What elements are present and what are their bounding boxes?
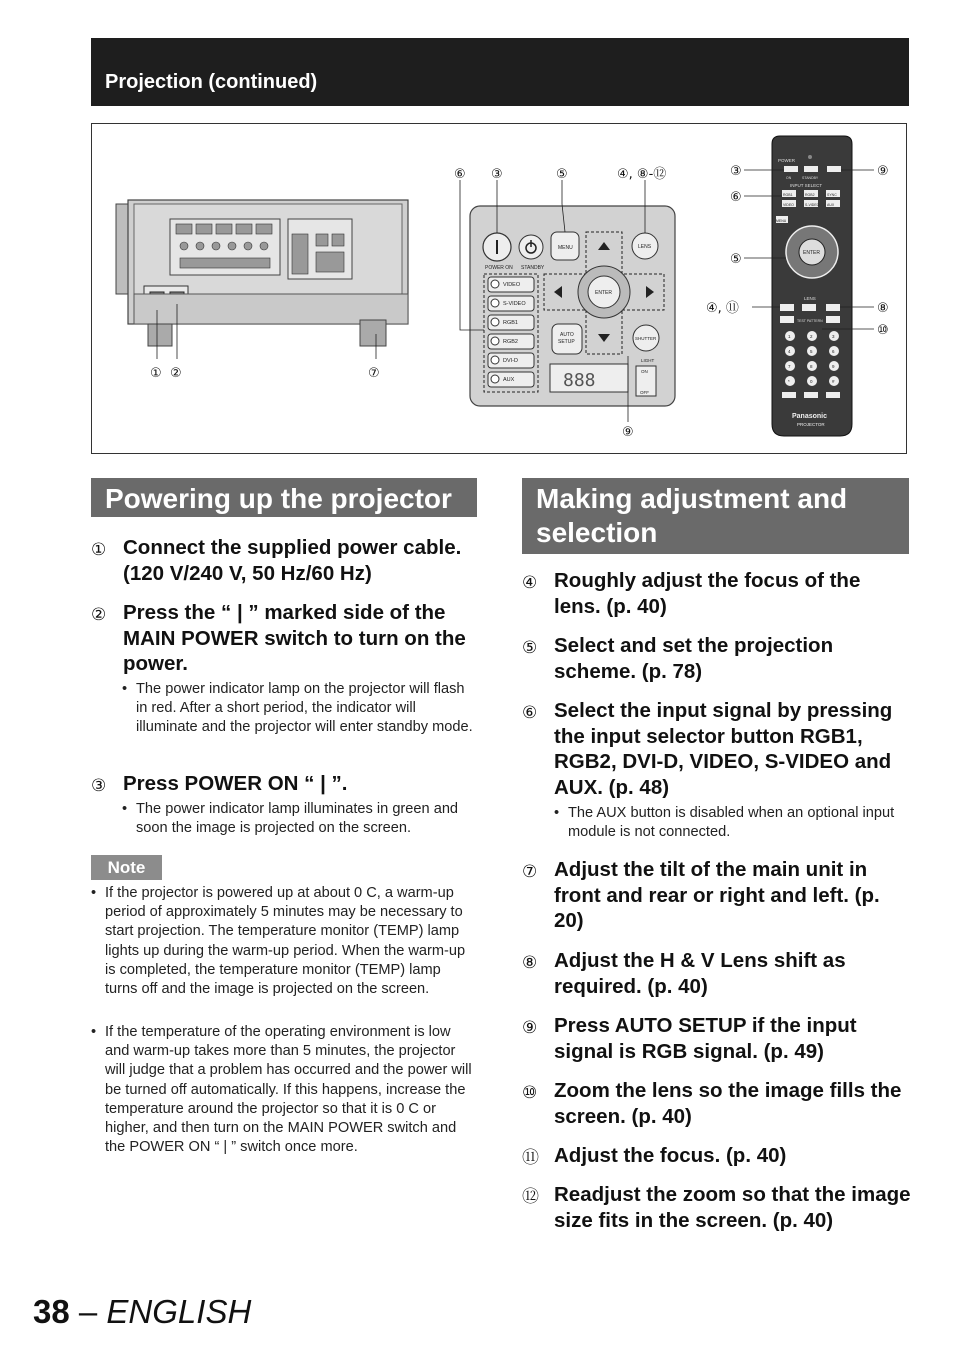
remote-key-7: 7 [788,364,791,369]
left-step-2 [91,600,481,677]
remote-callout-6: ⑥ [730,190,742,205]
remote-brand: Panasonic [792,413,828,420]
panel-auto-label: AUTO [560,332,574,338]
remote-lens-label: LENS [804,296,816,301]
section-header-title: Projection (continued) [105,71,318,93]
page-number: 38 [33,1293,70,1330]
bullet-text: The power indicator lamp illuminates in green and soon the image is projected on the screen. [136,801,459,837]
callout-1: ① [150,366,162,381]
panel-display-readout: 888 [563,370,596,391]
panel-light-label: LIGHT [641,358,655,363]
step-text: Select and set the projection scheme. (p. 78) [554,634,834,683]
right-step-4 [522,568,912,619]
step-text: Zoom the lens so the image fills the screen. (p. 40) [554,1079,902,1128]
step-number: ⑨ [522,1018,538,1038]
powering-up-heading-text: Powering up the projector [105,483,452,514]
remote-input-aux: AUX [827,203,835,207]
remote-key-6: 6 [832,349,835,354]
remote-input-rgb2: RGB2 [805,193,815,197]
bullet-text: The AUX button is disabled when an optional input module is not connected. [568,805,895,841]
right-step-8 [522,948,912,999]
panel-lens-label: LENS [638,244,652,250]
right-step-10 [522,1078,912,1129]
step-text: Adjust the H & V Lens shift as required. (p. 40) [554,949,846,998]
projector-figure [91,123,907,454]
right-step-11 [522,1143,912,1169]
remote-key-3: 3 [832,334,835,339]
remote-input-svideo: S-VIDEO [805,203,820,207]
panel-light-off-label: OFF [640,390,649,395]
making-adjustment-heading-text: Making adjustment and selection [536,483,848,548]
right-step-9 [522,1013,912,1064]
note-text: If the projector is powered up at about 0 C, a warm-up period of approximately 5 minutes may be necessary to start projection. The temperature monitor (TEMP) lamp lights up during the warm-up period. When the warm-up is completed, the temperature monitor (TEMP) lamp turns off and the image is projected on the screen. [105,885,466,998]
panel-light-on-label: ON [641,369,648,374]
remote-test-pattern-label: TEST PATTERN [797,319,823,323]
panel-callout-6: ⑥ [454,167,466,182]
figure-drawing [92,124,908,455]
step-number: ② [91,605,107,625]
remote-standby-label: STANDBY [802,176,819,180]
panel-enter-label: ENTER [595,290,612,296]
remote-callout-4-11: ④, ⑪ [706,301,739,316]
right-step-6 [522,698,912,800]
bullet-dot: • [91,1024,97,1040]
page-footer [33,1292,251,1332]
step-text: Adjust the focus. (p. 40) [554,1144,787,1167]
step-number: ④ [522,573,538,593]
step-number: ⑩ [522,1083,538,1103]
powering-up-heading [91,478,477,517]
step-text: Press the “ | ” marked side of the MAIN POWER switch to turn on the power. [123,601,466,675]
remote-power-label: POWER [778,158,796,163]
bullet-dot: • [91,885,97,901]
remote-callout-3: ③ [730,164,742,179]
left-bullet-2 [122,800,474,838]
remote-input-sync: SYNC [827,193,837,197]
remote-callout-8: ⑧ [877,301,889,316]
remote-menu-label: MENU [776,219,787,223]
left-step-3 [91,771,481,797]
remote-input-select-label: INPUT SELECT [790,183,823,188]
step-text: Press AUTO SETUP if the input signal is RGB signal. (p. 49) [554,1014,857,1063]
footer-language: ENGLISH [106,1293,252,1330]
bullet-text: The power indicator lamp on the projector will flash in red. After a short period, the indicator will illuminate and the projector will enter standby mode. [136,681,473,736]
panel-callout-9: ⑨ [622,425,634,440]
step-number: ⑥ [522,703,538,723]
bullet-dot: • [122,801,128,817]
panel-shutter-label: SHUTTER [635,336,657,341]
remote-key-9: 9 [832,364,835,369]
note-item-1 [91,884,475,999]
remote-input-video: VIDEO [783,203,794,207]
panel-input-rgb2: RGB2 [503,339,518,345]
bullet-dot: • [554,805,560,821]
step-number: ⑫ [522,1187,539,1207]
panel-input-dvid: DVI-D [503,358,518,364]
projector-rear-illustration [116,200,408,359]
panel-setup-label: SETUP [558,339,575,345]
panel-input-svideo: S-VIDEO [503,301,526,307]
left-bullet-1 [122,680,474,738]
note-item-2 [91,1023,475,1157]
step-number: ⑧ [522,953,538,973]
panel-power-on-label: POWER ON [485,265,513,271]
panel-callout-4-8-12: ④, ⑧-⑫ [617,167,667,182]
step-text: Connect the supplied power cable. (120 V/240 V, 50 Hz/60 Hz) [123,536,462,585]
step-text: Readjust the zoom so that the image size fits in the screen. (p. 40) [554,1183,911,1232]
panel-callout-3: ③ [491,167,503,182]
note-label: Note [91,855,162,880]
control-panel-illustration [470,206,675,406]
remote-key-1: 1 [788,334,791,339]
panel-menu-label: MENU [558,245,573,251]
remote-callout-5: ⑤ [730,252,742,267]
remote-enter-label: ENTER [803,250,820,256]
step-number: ③ [91,776,107,796]
remote-key-hash: # [832,379,835,384]
remote-callout-10: ⑩ [877,323,889,338]
right-step-12 [522,1182,912,1233]
remote-callout-9: ⑨ [877,164,889,179]
making-adjustment-heading [522,478,909,554]
remote-input-rgb1: RGB1 [783,193,793,197]
remote-brand-sub: PROJECTOR [797,422,825,427]
right-step-5 [522,633,912,684]
step-number: ① [91,540,107,560]
panel-input-rgb1: RGB1 [503,320,518,326]
right-step-7 [522,857,912,934]
remote-on-label: ON [786,176,792,180]
step-text: Select the input signal by pressing the input selector button RGB1, RGB2, DVI-D, VIDEO, S-VIDEO and AUX. (p. 48) [554,699,893,799]
left-step-1 [91,535,481,586]
remote-key-0: 0 [810,379,813,384]
note-text: If the temperature of the operating environment is low and warm-up takes more than 5 minutes, the projector will judge that a problem has occurred and the power will be turned off automatically. If this happens, increase the temperature around the projector so that it is 0 C or higher, and then turn on the MAIN POWER switch and the POWER ON “ | ” switch once more. [105,1024,472,1156]
callout-7: ⑦ [368,366,380,381]
footer-separator: – [69,1293,107,1330]
step-number: ⑦ [522,862,538,882]
callout-2: ② [170,366,182,381]
panel-standby-label: STANDBY [521,265,545,271]
panel-input-aux: AUX [503,377,515,383]
step-number: ⑪ [522,1148,539,1168]
remote-key-star: * [788,379,790,384]
panel-input-video: VIDEO [503,282,521,288]
remote-key-8: 8 [810,364,813,369]
remote-key-5: 5 [810,349,813,354]
remote-control-illustration [772,136,852,436]
step-text: Roughly adjust the focus of the lens. (p. 40) [554,569,861,618]
panel-callout-5: ⑤ [556,167,568,182]
section-header-bar [91,38,909,106]
bullet-dot: • [122,681,128,697]
step-text: Adjust the tilt of the main unit in front and rear or right and left. (p. 20) [554,858,880,932]
step-text: Press POWER ON “ | ”. [123,772,348,795]
step-number: ⑤ [522,638,538,658]
right-bullet [554,804,906,842]
remote-key-4: 4 [788,349,791,354]
remote-key-2: 2 [810,334,813,339]
